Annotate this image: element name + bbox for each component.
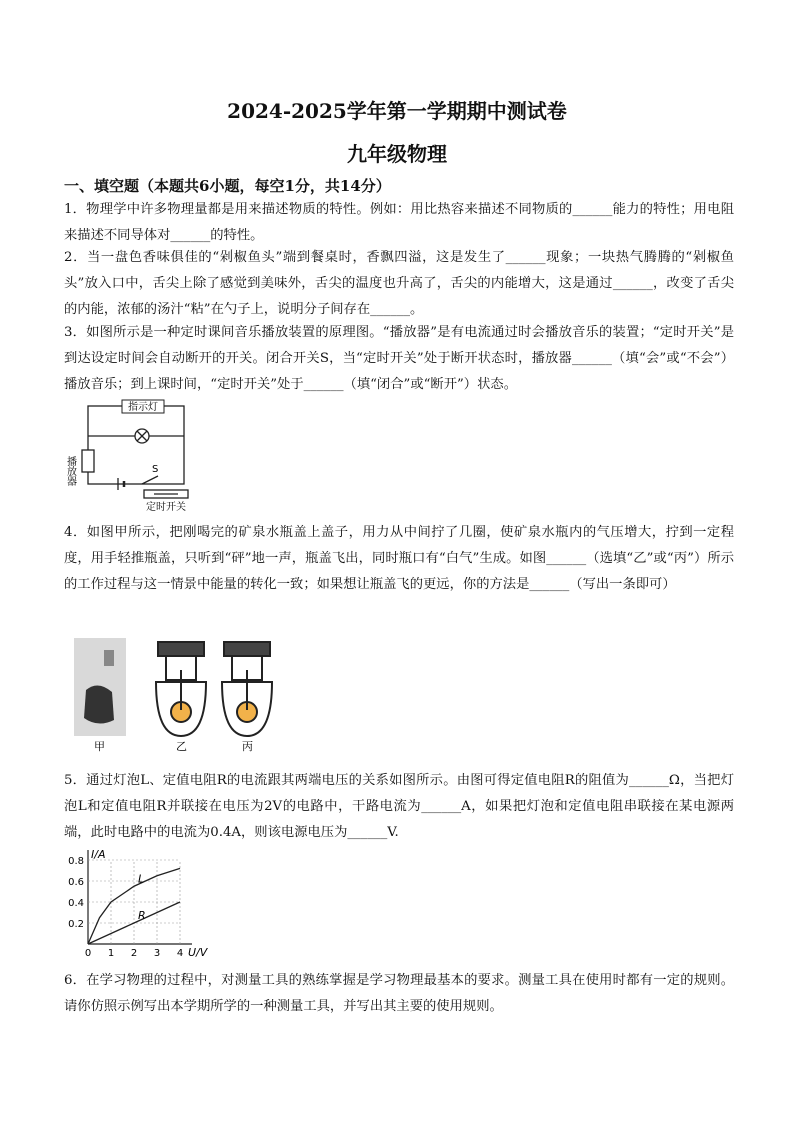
x-tick-label: 0 [84,948,92,959]
label-jia: 甲 [94,740,105,753]
x-tick-label: 4 [176,948,184,959]
x-axis-label: U/V [188,946,208,959]
y-tick-label: 0.2 [68,919,84,930]
switch-label: S [152,464,159,475]
series-label-R: R [138,909,146,922]
page-subtitle: 九年级物理 [347,142,447,166]
section-heading: 一、填空题（本题共6小题，每空1分，共14分） [64,177,391,195]
y-tick-label: 0.8 [68,856,84,867]
y-tick-label: 0.6 [68,877,84,888]
x-tick-label: 2 [130,948,138,959]
engine-yi [156,642,206,736]
series-label-L: L [138,872,145,886]
x-tick-label: 1 [107,948,115,959]
question-2: 2．当一盘色香味俱佳的“剁椒鱼头”端到餐桌时，香飘四溢，这是发生了______现象；一块热气腾腾的“剁椒鱼头”放入口中，舌尖上除了感觉到美味外，舌尖的温度也升高了，舌尖的内能增大，这是通过______，改变了舌尖的内能，浓郁的汤汁“粘”在勺子上，说明分子间存在______。 [64,250,734,317]
y-axis-label: I/A [91,848,106,861]
label-yi: 乙 [176,740,187,753]
y-tick-label: 0.4 [68,898,84,909]
x-tick-label: 3 [153,948,161,959]
iu-chart [62,842,212,960]
question-4: 4．如图甲所示，把刚喝完的矿泉水瓶盖上盖子，用力从中间拧了几圈，使矿泉水瓶内的气压增大，拧到一定程度，用手轻推瓶盖，只听到“砰”地一声，瓶盖飞出，同时瓶口有“白气”生成。如图______（选填“乙”或“丙”）所示的工作过程与这一情景中能量的转化一致；如果想让瓶盖飞的更远，你的方法是______（写出一条即可） [64,525,734,592]
lamp-label: 指示灯 [128,402,158,413]
label-bing: 丙 [242,740,253,753]
engine-bing [222,642,272,736]
question-6: 6．在学习物理的过程中，对测量工具的熟练掌握是学习物理最基本的要求。测量工具在使用时都有一定的规则。请你仿照示例写出本学期所学的一种测量工具，并写出其主要的使用规则。 [64,973,734,1014]
question-5: 5．通过灯泡L、定值电阻R的电流跟其两端电压的关系如图所示。由图可得定值电阻R的阻值为______Ω，当把灯泡L和定值电阻R并联接在电压为2V的电路中，干路电流为______A，如果把灯泡和定值电阻串联接在某电源两端，此时电路中的电流为0.4A，则该电源电压为______V. [64,773,734,840]
engine-figure [68,630,288,755]
page-title: 2024-2025学年第一学期期中测试卷 [227,99,567,123]
question-3: 3．如图所示是一种定时课间音乐播放装置的原理图。“播放器”是有电流通过时会播放音乐的装置；“定时开关”是到达设定时间会自动断开的开关。闭合开关S，当“定时开关”处于断开状态时，播放器______（填“会”或“不会”）播放音乐；到上课时间，“定时开关”处于______（填“闭合”或“断开”）状态。 [64,325,734,392]
player-label: 播放器 [64,456,76,486]
timer-label: 定时开关 [146,502,186,513]
question-1: 1．物理学中许多物理量都是用来描述物质的特性。例如：用比热容来描述不同物质的______能力的特性；用电阻来描述不同导体对______的特性。 [64,202,734,243]
circuit-diagram [62,398,202,514]
